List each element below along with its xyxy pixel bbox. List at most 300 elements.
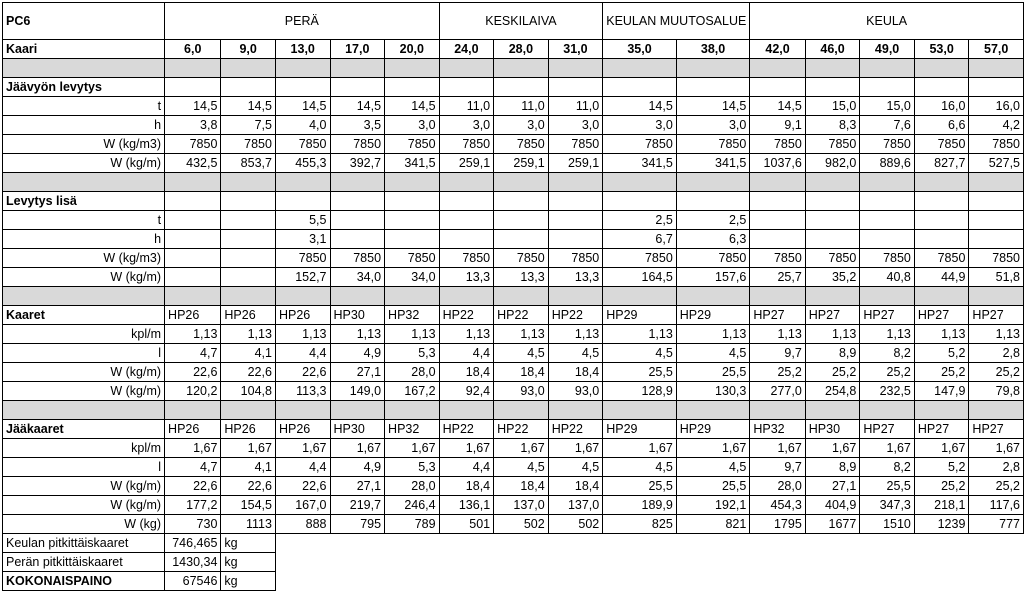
value-cell: 4,7: [165, 344, 221, 363]
summary-unit: kg: [221, 553, 276, 572]
value-cell: 152,7: [275, 268, 330, 287]
empty-cell: [603, 572, 677, 591]
value-cell: [221, 268, 276, 287]
value-cell: 7850: [750, 249, 805, 268]
value-cell: 827,7: [914, 154, 969, 173]
empty-cell: [750, 553, 805, 572]
table-row: [3, 40, 1024, 59]
empty-cell: [969, 78, 1024, 97]
spacer-cell: [750, 401, 805, 420]
row-label: W (kg/m3): [3, 135, 165, 154]
spacer-cell: [969, 287, 1024, 306]
summary-unit: kg: [221, 534, 276, 553]
empty-cell: [221, 192, 276, 211]
empty-cell: [548, 78, 603, 97]
value-cell: 5,3: [385, 344, 440, 363]
spacer-cell: [914, 401, 969, 420]
value-cell: 7850: [548, 249, 603, 268]
row-label: l: [3, 344, 165, 363]
value-cell: 25,5: [603, 363, 677, 382]
value-cell: 392,7: [330, 154, 385, 173]
value-cell: 11,0: [494, 97, 549, 116]
empty-cell: [165, 192, 221, 211]
value-cell: 219,7: [330, 496, 385, 515]
table-row: [3, 420, 1024, 439]
value-cell: 7850: [221, 135, 276, 154]
value-cell: 34,0: [330, 268, 385, 287]
value-cell: [165, 268, 221, 287]
empty-cell: [494, 534, 549, 553]
table-row: [3, 116, 1024, 135]
spacer-cell: [3, 287, 165, 306]
empty-cell: [805, 78, 860, 97]
value-cell: [914, 211, 969, 230]
table-row: [3, 3, 1024, 40]
value-cell: 18,4: [439, 477, 494, 496]
value-cell: 3,0: [385, 116, 440, 135]
value-cell: 137,0: [494, 496, 549, 515]
value-cell: 4,4: [275, 344, 330, 363]
empty-cell: [439, 534, 494, 553]
value-cell: 1,13: [330, 325, 385, 344]
value-cell: 7850: [676, 135, 750, 154]
value-cell: 7850: [494, 249, 549, 268]
kaari-value: 9,0: [221, 40, 276, 59]
kaari-value: 13,0: [275, 40, 330, 59]
value-cell: 25,2: [805, 363, 860, 382]
value-cell: 454,3: [750, 496, 805, 515]
row-label: h: [3, 116, 165, 135]
value-cell: 6,7: [603, 230, 677, 249]
profile-cell: HP27: [914, 306, 969, 325]
empty-cell: [860, 553, 915, 572]
value-cell: 821: [676, 515, 750, 534]
value-cell: 1,13: [969, 325, 1024, 344]
table-row: [3, 268, 1024, 287]
value-cell: 4,5: [494, 344, 549, 363]
value-cell: 93,0: [494, 382, 549, 401]
value-cell: 982,0: [805, 154, 860, 173]
table-row: [3, 515, 1024, 534]
value-cell: 2,5: [603, 211, 677, 230]
value-cell: [805, 230, 860, 249]
value-cell: 1,67: [914, 439, 969, 458]
profile-cell: HP26: [165, 306, 221, 325]
empty-cell: [676, 192, 750, 211]
section-title: Kaaret: [3, 306, 165, 325]
spacer-cell: [750, 287, 805, 306]
value-cell: 1113: [221, 515, 276, 534]
profile-cell: HP27: [805, 306, 860, 325]
profile-cell: HP26: [275, 420, 330, 439]
row-label: l: [3, 458, 165, 477]
empty-cell: [494, 572, 549, 591]
value-cell: [165, 230, 221, 249]
value-cell: 1,13: [750, 325, 805, 344]
empty-cell: [860, 192, 915, 211]
value-cell: 4,5: [603, 344, 677, 363]
empty-cell: [494, 553, 549, 572]
value-cell: 27,1: [805, 477, 860, 496]
value-cell: 128,9: [603, 382, 677, 401]
value-cell: 27,1: [330, 363, 385, 382]
value-cell: 25,5: [676, 477, 750, 496]
value-cell: [439, 230, 494, 249]
value-cell: 14,5: [221, 97, 276, 116]
value-cell: 825: [603, 515, 677, 534]
value-cell: 8,9: [805, 344, 860, 363]
value-cell: 3,8: [165, 116, 221, 135]
empty-cell: [385, 192, 440, 211]
row-label: W (kg/m): [3, 363, 165, 382]
empty-cell: [750, 572, 805, 591]
profile-cell: HP30: [330, 420, 385, 439]
section-title: Levytys lisä: [3, 192, 165, 211]
profile-cell: HP32: [750, 420, 805, 439]
profile-cell: HP30: [805, 420, 860, 439]
value-cell: [860, 211, 915, 230]
value-cell: 4,5: [676, 344, 750, 363]
value-cell: 7850: [165, 135, 221, 154]
spacer-cell: [3, 173, 165, 192]
kaari-value: 49,0: [860, 40, 915, 59]
empty-cell: [914, 192, 969, 211]
empty-cell: [860, 78, 915, 97]
value-cell: 347,3: [860, 496, 915, 515]
value-cell: 154,5: [221, 496, 276, 515]
value-cell: 51,8: [969, 268, 1024, 287]
value-cell: 1,13: [165, 325, 221, 344]
value-cell: 7850: [330, 135, 385, 154]
value-cell: 8,2: [860, 344, 915, 363]
value-cell: 7850: [676, 249, 750, 268]
value-cell: 13,3: [439, 268, 494, 287]
empty-cell: [914, 78, 969, 97]
value-cell: 18,4: [548, 363, 603, 382]
spacer-cell: [221, 173, 276, 192]
value-cell: [750, 230, 805, 249]
value-cell: [548, 211, 603, 230]
empty-cell: [676, 534, 750, 553]
spacer-cell: [165, 401, 221, 420]
spacer-cell: [750, 59, 805, 78]
kaari-value: 57,0: [969, 40, 1024, 59]
value-cell: 25,2: [969, 363, 1024, 382]
value-cell: [330, 230, 385, 249]
value-cell: 18,4: [439, 363, 494, 382]
kaari-value: 53,0: [914, 40, 969, 59]
value-cell: 259,1: [439, 154, 494, 173]
value-cell: 25,5: [676, 363, 750, 382]
empty-cell: [969, 572, 1024, 591]
empty-cell: [676, 78, 750, 97]
value-cell: [548, 230, 603, 249]
kaari-label: Kaari: [3, 40, 165, 59]
spacer-cell: [385, 401, 440, 420]
empty-cell: [969, 534, 1024, 553]
spacer-cell: [860, 287, 915, 306]
row-label: W (kg/m): [3, 268, 165, 287]
spacer-cell: [914, 59, 969, 78]
empty-cell: [385, 572, 440, 591]
spacer-cell: [165, 173, 221, 192]
value-cell: 7850: [275, 135, 330, 154]
value-cell: 22,6: [165, 363, 221, 382]
table-row: [3, 287, 1024, 306]
value-cell: [494, 230, 549, 249]
value-cell: 22,6: [221, 477, 276, 496]
empty-cell: [805, 534, 860, 553]
summary-label: Keulan pitkittäiskaaret: [3, 534, 165, 553]
spacer-cell: [548, 287, 603, 306]
value-cell: 1,67: [676, 439, 750, 458]
value-cell: 889,6: [860, 154, 915, 173]
profile-cell: HP22: [548, 420, 603, 439]
empty-cell: [805, 572, 860, 591]
spacer-cell: [860, 173, 915, 192]
value-cell: 1,13: [914, 325, 969, 344]
table-row: [3, 439, 1024, 458]
value-cell: [969, 230, 1024, 249]
empty-cell: [275, 534, 330, 553]
empty-cell: [330, 572, 385, 591]
value-cell: 4,5: [494, 458, 549, 477]
value-cell: 1,67: [385, 439, 440, 458]
value-cell: 14,5: [750, 97, 805, 116]
value-cell: [385, 230, 440, 249]
value-cell: 1,13: [439, 325, 494, 344]
table-row: [3, 477, 1024, 496]
value-cell: 404,9: [805, 496, 860, 515]
spacer-cell: [805, 287, 860, 306]
kaari-value: 35,0: [603, 40, 677, 59]
value-cell: 7850: [805, 135, 860, 154]
value-cell: 157,6: [676, 268, 750, 287]
value-cell: [860, 230, 915, 249]
spacer-cell: [330, 401, 385, 420]
value-cell: 3,0: [439, 116, 494, 135]
empty-cell: [548, 192, 603, 211]
value-cell: 4,5: [548, 458, 603, 477]
empty-cell: [275, 553, 330, 572]
row-label: t: [3, 97, 165, 116]
value-cell: 93,0: [548, 382, 603, 401]
value-cell: 113,3: [275, 382, 330, 401]
value-cell: 7850: [914, 135, 969, 154]
empty-cell: [330, 534, 385, 553]
value-cell: 25,2: [914, 477, 969, 496]
value-cell: [165, 211, 221, 230]
table-row: [3, 401, 1024, 420]
section-title: Jääkaaret: [3, 420, 165, 439]
row-label: W (kg/m): [3, 477, 165, 496]
spacer-cell: [439, 173, 494, 192]
value-cell: 18,4: [494, 477, 549, 496]
profile-cell: HP26: [221, 306, 276, 325]
spacer-cell: [221, 287, 276, 306]
spacer-cell: [548, 401, 603, 420]
empty-cell: [385, 553, 440, 572]
row-label: kpl/m: [3, 325, 165, 344]
value-cell: 7850: [969, 135, 1024, 154]
value-cell: 4,5: [603, 458, 677, 477]
value-cell: 502: [548, 515, 603, 534]
value-cell: 1,67: [221, 439, 276, 458]
value-cell: 25,2: [969, 477, 1024, 496]
empty-cell: [805, 553, 860, 572]
spacer-cell: [494, 59, 549, 78]
table-row: [3, 306, 1024, 325]
empty-cell: [330, 553, 385, 572]
spacer-cell: [165, 59, 221, 78]
value-cell: 14,5: [385, 97, 440, 116]
value-cell: 14,5: [603, 97, 677, 116]
profile-cell: HP27: [750, 306, 805, 325]
value-cell: 11,0: [439, 97, 494, 116]
value-cell: 1,67: [750, 439, 805, 458]
profile-cell: HP30: [330, 306, 385, 325]
value-cell: 4,9: [330, 344, 385, 363]
value-cell: 25,2: [914, 363, 969, 382]
value-cell: 25,5: [860, 477, 915, 496]
summary-label: KOKONAISPAINO: [3, 572, 165, 591]
value-cell: [439, 211, 494, 230]
spacer-cell: [165, 287, 221, 306]
table-row: [3, 572, 1024, 591]
empty-cell: [548, 572, 603, 591]
profile-cell: HP26: [165, 420, 221, 439]
value-cell: 218,1: [914, 496, 969, 515]
value-cell: 13,3: [494, 268, 549, 287]
table-row: [3, 173, 1024, 192]
row-label: kpl/m: [3, 439, 165, 458]
value-cell: 4,4: [275, 458, 330, 477]
empty-cell: [165, 78, 221, 97]
value-cell: 104,8: [221, 382, 276, 401]
value-cell: 27,1: [330, 477, 385, 496]
spacer-cell: [860, 401, 915, 420]
value-cell: [221, 211, 276, 230]
group-header: PERÄ: [165, 3, 440, 40]
spacer-cell: [494, 173, 549, 192]
empty-cell: [603, 78, 677, 97]
value-cell: 1,67: [494, 439, 549, 458]
profile-cell: HP27: [860, 306, 915, 325]
value-cell: 25,2: [750, 363, 805, 382]
profile-cell: HP26: [275, 306, 330, 325]
row-label: W (kg): [3, 515, 165, 534]
profile-cell: HP32: [385, 306, 440, 325]
spacer-cell: [914, 173, 969, 192]
value-cell: 2,8: [969, 458, 1024, 477]
value-cell: 4,0: [275, 116, 330, 135]
empty-cell: [494, 78, 549, 97]
empty-cell: [969, 553, 1024, 572]
row-label: W (kg/m): [3, 382, 165, 401]
value-cell: 28,0: [750, 477, 805, 496]
value-cell: 1239: [914, 515, 969, 534]
profile-cell: HP29: [676, 420, 750, 439]
value-cell: 8,3: [805, 116, 860, 135]
spacer-cell: [676, 59, 750, 78]
value-cell: 192,1: [676, 496, 750, 515]
value-cell: [750, 211, 805, 230]
value-cell: 120,2: [165, 382, 221, 401]
spacer-cell: [494, 287, 549, 306]
value-cell: 341,5: [603, 154, 677, 173]
value-cell: 7850: [750, 135, 805, 154]
spacer-cell: [548, 173, 603, 192]
profile-cell: HP29: [676, 306, 750, 325]
value-cell: 1037,6: [750, 154, 805, 173]
value-cell: 2,5: [676, 211, 750, 230]
value-cell: 853,7: [221, 154, 276, 173]
value-cell: 4,4: [439, 458, 494, 477]
empty-cell: [275, 192, 330, 211]
empty-cell: [914, 534, 969, 553]
value-cell: 9,1: [750, 116, 805, 135]
value-cell: 15,0: [805, 97, 860, 116]
value-cell: 117,6: [969, 496, 1024, 515]
spacer-cell: [385, 173, 440, 192]
value-cell: 1,67: [330, 439, 385, 458]
empty-cell: [330, 78, 385, 97]
value-cell: 40,8: [860, 268, 915, 287]
spacer-cell: [860, 59, 915, 78]
spacer-cell: [603, 401, 677, 420]
value-cell: 3,0: [603, 116, 677, 135]
row-label: W (kg/m): [3, 154, 165, 173]
value-cell: 259,1: [494, 154, 549, 173]
value-cell: 44,9: [914, 268, 969, 287]
value-cell: 22,6: [275, 363, 330, 382]
empty-cell: [750, 78, 805, 97]
kaari-value: 17,0: [330, 40, 385, 59]
value-cell: 13,3: [548, 268, 603, 287]
spacer-cell: [603, 59, 677, 78]
value-cell: 277,0: [750, 382, 805, 401]
value-cell: 1,67: [165, 439, 221, 458]
table-row: [3, 249, 1024, 268]
empty-cell: [385, 534, 440, 553]
value-cell: 888: [275, 515, 330, 534]
value-cell: 4,9: [330, 458, 385, 477]
profile-cell: HP22: [439, 420, 494, 439]
value-cell: 4,5: [548, 344, 603, 363]
value-cell: 177,2: [165, 496, 221, 515]
empty-cell: [750, 534, 805, 553]
value-cell: 1,67: [548, 439, 603, 458]
value-cell: 7850: [548, 135, 603, 154]
spacer-cell: [439, 287, 494, 306]
value-cell: 1,67: [805, 439, 860, 458]
value-cell: 2,8: [969, 344, 1024, 363]
value-cell: 1,13: [275, 325, 330, 344]
value-cell: 7850: [439, 135, 494, 154]
sheet-title: PC6: [3, 3, 165, 40]
value-cell: 3,0: [676, 116, 750, 135]
value-cell: 1,67: [439, 439, 494, 458]
table-row: [3, 192, 1024, 211]
value-cell: 7850: [603, 135, 677, 154]
value-cell: 14,5: [165, 97, 221, 116]
value-cell: 9,7: [750, 344, 805, 363]
kaari-value: 38,0: [676, 40, 750, 59]
profile-cell: HP22: [494, 420, 549, 439]
empty-cell: [548, 534, 603, 553]
empty-cell: [439, 553, 494, 572]
spacer-cell: [603, 173, 677, 192]
